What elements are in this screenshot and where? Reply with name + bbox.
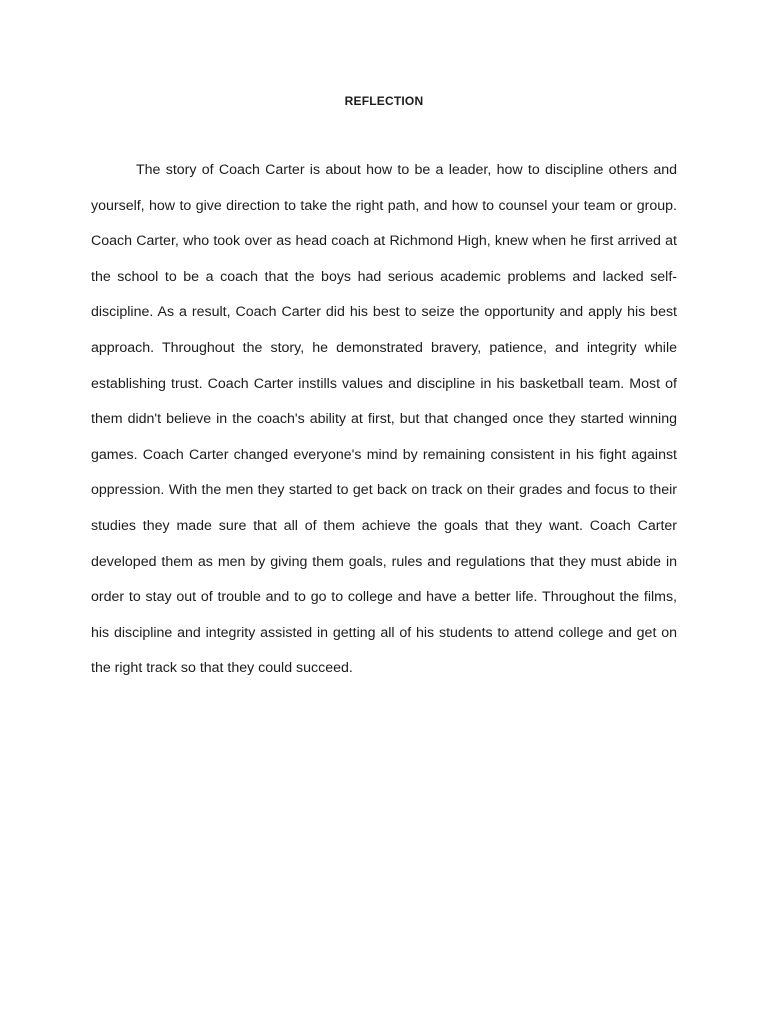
- document-title: REFLECTION: [344, 94, 424, 108]
- reflection-paragraph: The story of Coach Carter is about how to be a leader, how to discipline others and yourself, how to give direction to take the right path, and how to counsel your team or group. Coach Carter, who took over as head coach at Richmond High, knew when he first arrived at the school to be a coach that the boys had serious academic problems and lacked self-discipline. As a result, Coach Carter did his best to seize the opportunity and apply his best approach. Throughout the story, he demonstrated bravery, patience, and integrity while establishing trust. Coach Carter instills values and discipline in his basketball team. Most of them didn't believe in the coach's ability at first, but that changed once they started winning games. Coach Carter changed everyone's mind by remaining consistent in his fight against oppression. With the men they started to get back on track on their grades and focus to their studies they made sure that all of them achieve the goals that they want. Coach Carter developed them as men by giving them goals, rules and regulations that they must abide in order to stay out of trouble and to go to college and have a better life. Throughout the films, his discipline and integrity assisted in getting all of his students to attend college and get on the right track so that they could succeed.: [91, 162, 677, 677]
